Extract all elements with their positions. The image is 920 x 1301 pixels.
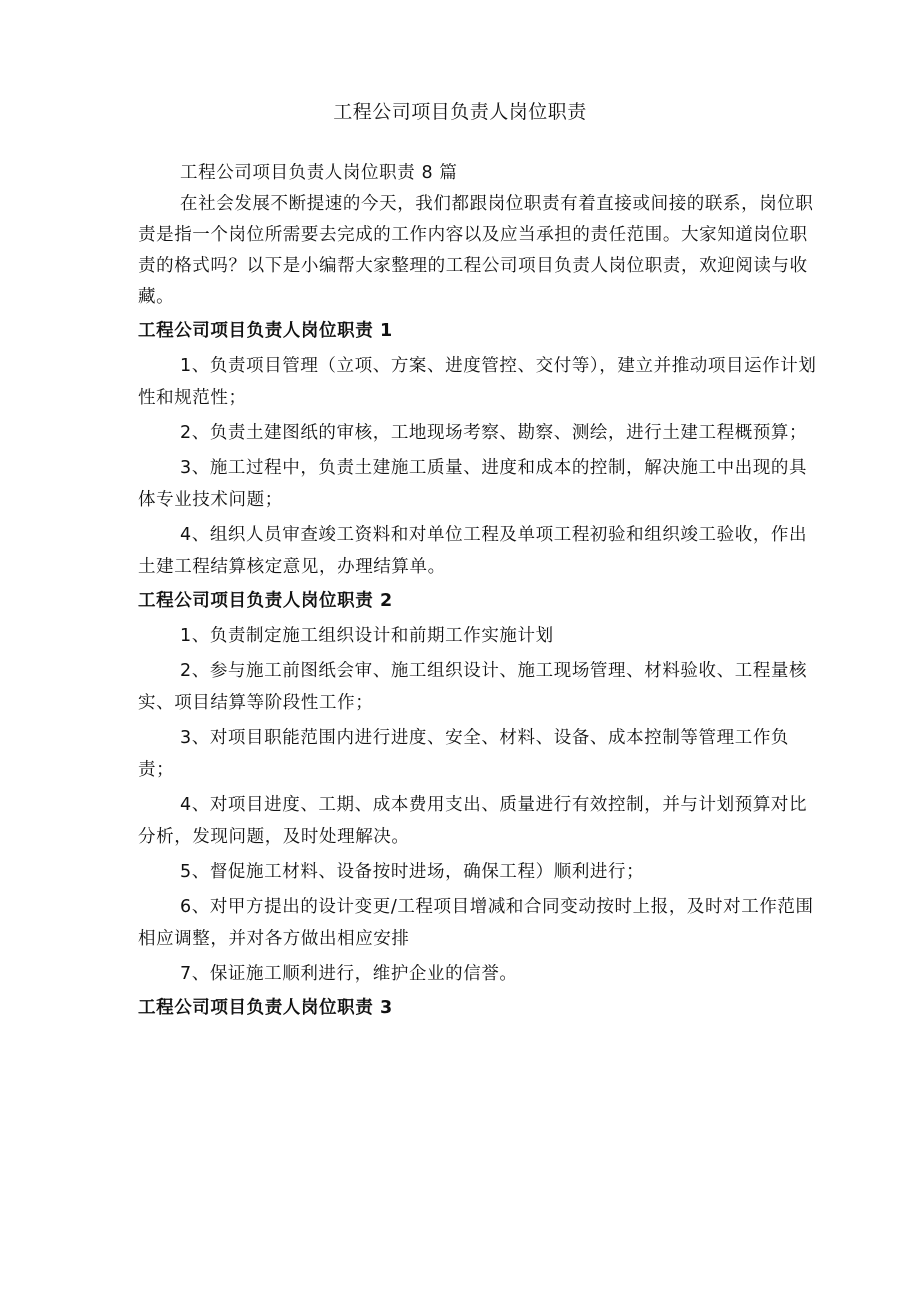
- duty-item: 1、负责项目管理（立项、方案、进度管控、交付等），建立并推动项目运作计划性和规范性；: [138, 356, 817, 408]
- duty-item: 3、施工过程中，负责土建施工质量、进度和成本的控制，解决施工中出现的具体专业技术问题；: [138, 458, 808, 510]
- section-heading: 工程公司项目负责人岗位职责 2: [138, 591, 393, 611]
- document-title: 工程公司项目负责人岗位职责: [333, 101, 587, 123]
- duty-item: 4、对项目进度、工期、成本费用支出、质量进行有效控制，并与计划预算对比分析，发现问题，及时处理解决。: [138, 795, 808, 847]
- duty-item: 2、参与施工前图纸会审、施工组织设计、施工现场管理、材料验收、工程量核实、项目结算等阶段性工作；: [138, 661, 808, 713]
- section-heading: 工程公司项目负责人岗位职责 3: [138, 998, 393, 1018]
- duty-item: 7、保证施工顺利进行，维护企业的信誉。: [180, 964, 518, 984]
- duty-item: 1、负责制定施工组织设计和前期工作实施计划: [180, 626, 554, 646]
- intro-paragraph: 在社会发展不断提速的今天，我们都跟岗位职责有着直接或间接的联系，岗位职责是指一个岗位所需要去完成的工作内容以及应当承担的责任范围。大家知道岗位职责的格式吗？以下是小编帮大家整理的工程公司项目负责人岗位职责，欢迎阅读与收藏。: [138, 194, 814, 307]
- section-heading: 工程公司项目负责人岗位职责 1: [138, 321, 393, 341]
- duty-item: 5、督促施工材料、设备按时进场，确保工程）顺利进行；: [180, 862, 645, 882]
- section-3: [138, 993, 818, 1024]
- document-body: [138, 158, 818, 1027]
- document-subtitle: 工程公司项目负责人岗位职责 8 篇: [180, 163, 458, 183]
- section-1: [138, 316, 818, 583]
- duty-item: 4、组织人员审查竣工资料和对单位工程及单项工程初验和组织竣工验收，作出土建工程结算核定意见，办理结算单。: [138, 525, 808, 577]
- section-2: [138, 586, 818, 990]
- duty-item: 6、对甲方提出的设计变更/工程项目增减和合同变动按时上报，及时对工作范围相应调整，并对各方做出相应安排: [138, 897, 814, 949]
- duty-item: 2、负责土建图纸的审核，工地现场考察、勘察、测绘，进行土建工程概预算；: [180, 423, 808, 443]
- duty-item: 3、对项目职能范围内进行进度、安全、材料、设备、成本控制等管理工作负责；: [138, 728, 790, 780]
